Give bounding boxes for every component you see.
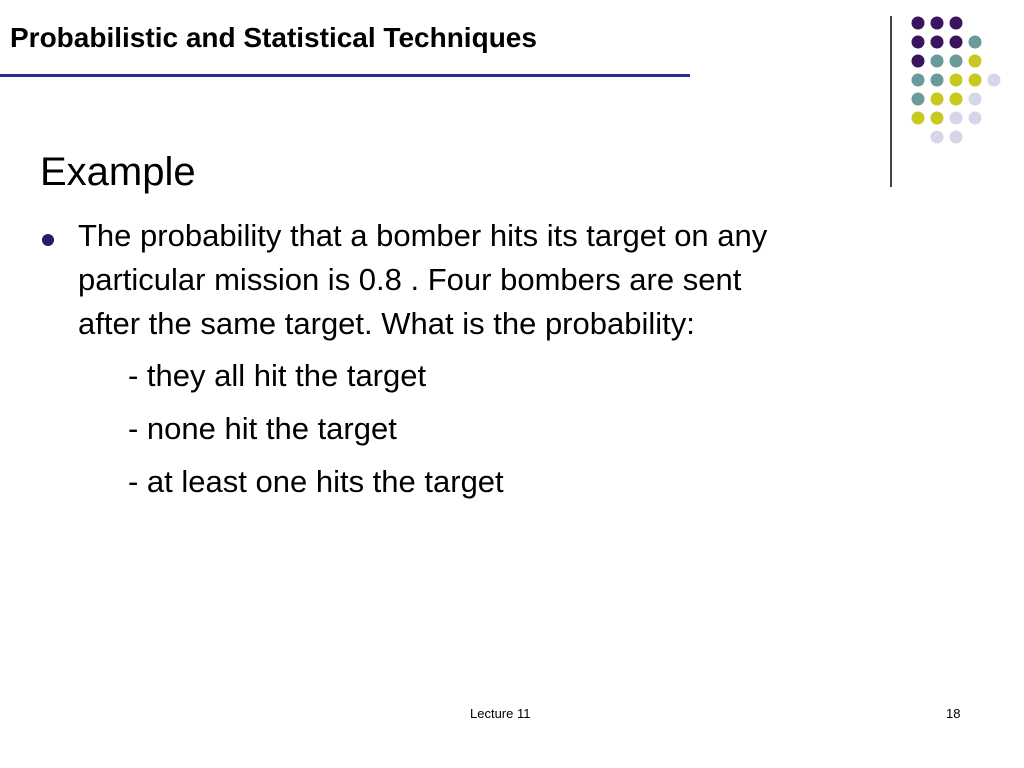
decor-dot [912,112,925,125]
decor-dot [950,131,963,144]
decor-dot [969,74,982,87]
bullet-item [40,214,920,508]
slide-header-title: Probabilistic and Statistical Techniques [10,22,537,53]
decor-dot [912,55,925,68]
bullet-line-3: after the same target. What is the probability: [78,306,695,341]
slide-heading: Example [40,150,196,194]
decor-dot [950,55,963,68]
footer-lecture-label: Lecture 11 [470,706,531,721]
sub-item-all-hit: - they all hit the target [128,358,427,393]
bullet-dot-icon [42,234,54,246]
bullet-list [40,214,920,508]
decor-dot [950,74,963,87]
decor-dot [988,74,1001,87]
header-underline [0,74,690,77]
decor-dot [950,112,963,125]
decor-dot [931,36,944,49]
decor-dot [931,55,944,68]
decor-dot [931,131,944,144]
decor-dot [969,55,982,68]
footer-page-number: 18 [946,706,961,721]
sub-item-at-least-one: - at least one hits the target [128,464,504,499]
decor-dot [969,93,982,106]
decor-dot [950,36,963,49]
decor-dot [969,36,982,49]
decor-dot [931,93,944,106]
bullet-line-1: The probability that a bomber hits its target on any [78,218,768,253]
decor-dot [912,93,925,106]
bullet-line-2: particular mission is 0.8 . Four bombers are sent [78,262,742,297]
decor-dot [912,74,925,87]
decor-dot [950,17,963,30]
decor-dot [969,112,982,125]
decor-dot [912,17,925,30]
decor-dot [950,93,963,106]
decor-dot [931,112,944,125]
decor-dot [912,36,925,49]
sub-item-none-hit: - none hit the target [128,411,397,446]
decor-dot [931,74,944,87]
sub-item-list [78,349,920,508]
decor-dot [931,17,944,30]
vertical-divider [890,16,892,187]
